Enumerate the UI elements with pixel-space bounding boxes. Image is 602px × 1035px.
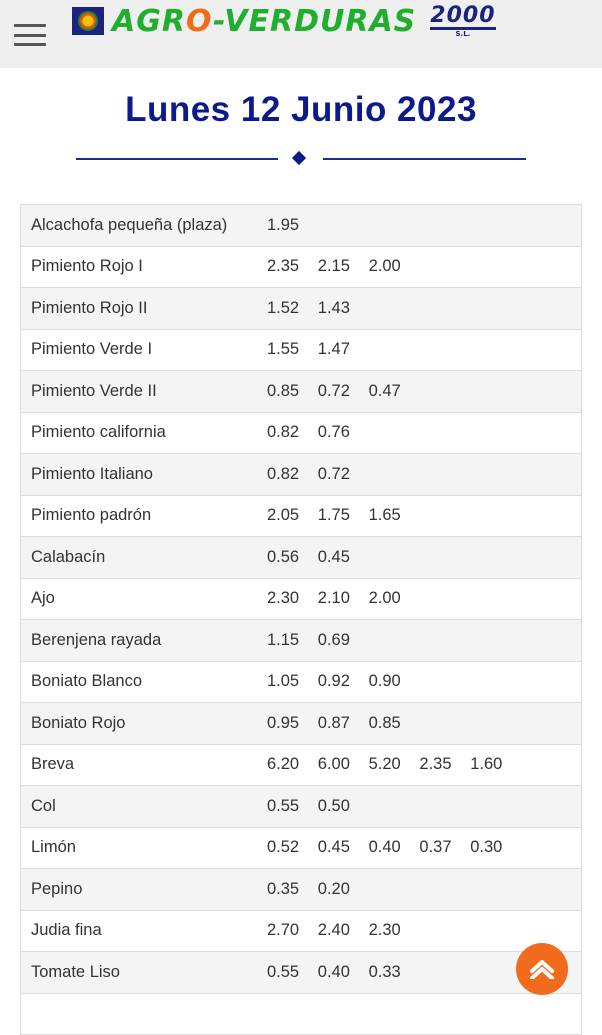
price-value: 0.37 xyxy=(419,838,470,857)
table-row xyxy=(21,288,581,330)
price-value: 0.82 xyxy=(267,423,318,442)
price-value: 1.75 xyxy=(318,506,369,525)
logo-year: 2000 S.L. xyxy=(430,5,495,38)
product-name: Pimiento Verde I xyxy=(21,340,267,359)
table-row xyxy=(21,371,581,413)
table-row xyxy=(21,703,581,745)
price-value: 5.20 xyxy=(369,755,420,774)
product-name: Pimiento california xyxy=(21,423,267,442)
table-row xyxy=(21,330,581,372)
product-name: Calabacín xyxy=(21,548,267,567)
product-name: Breva xyxy=(21,755,267,774)
price-value: 1.47 xyxy=(318,340,369,359)
price-value: 0.56 xyxy=(267,548,318,567)
product-name: Alcachofa pequeña (plaza) xyxy=(21,216,267,235)
product-name: Pimiento padrón xyxy=(21,506,267,525)
product-name: Judia fina xyxy=(21,921,267,940)
table-row xyxy=(21,952,581,994)
price-value: 6.20 xyxy=(267,755,318,774)
product-name: Pepino xyxy=(21,880,267,899)
product-name: Pimiento Verde II xyxy=(21,382,267,401)
table-row xyxy=(21,869,581,911)
price-value: 0.55 xyxy=(267,963,318,982)
price-value: 2.35 xyxy=(419,755,470,774)
price-value: 0.85 xyxy=(369,714,420,733)
price-value: 0.82 xyxy=(267,465,318,484)
price-value: 0.45 xyxy=(318,548,369,567)
table-row xyxy=(21,247,581,289)
logo-wordmark: AGRO-VERDURAS xyxy=(112,4,416,39)
price-value: 0.90 xyxy=(369,672,420,691)
table-row xyxy=(21,537,581,579)
product-name: Pimiento Rojo I xyxy=(21,257,267,276)
product-name: Pimiento Rojo II xyxy=(21,299,267,318)
price-value: 0.76 xyxy=(318,423,369,442)
price-value: 0.47 xyxy=(369,382,420,401)
table-row xyxy=(21,662,581,704)
price-value: 1.15 xyxy=(267,631,318,650)
product-name: Pimiento Italiano xyxy=(21,465,267,484)
price-value: 0.69 xyxy=(318,631,369,650)
table-row xyxy=(21,496,581,538)
price-value: 0.35 xyxy=(267,880,318,899)
price-value: 2.30 xyxy=(267,589,318,608)
chevron-up-icon xyxy=(529,959,555,979)
table-row xyxy=(21,413,581,455)
price-value: 0.30 xyxy=(470,838,521,857)
price-value: 0.95 xyxy=(267,714,318,733)
table-row xyxy=(21,786,581,828)
price-value: 0.52 xyxy=(267,838,318,857)
price-value: 2.00 xyxy=(369,589,420,608)
product-name: Boniato Rojo xyxy=(21,714,267,733)
price-value: 1.52 xyxy=(267,299,318,318)
table-row xyxy=(21,828,581,870)
price-value: 0.92 xyxy=(318,672,369,691)
price-value: 0.45 xyxy=(318,838,369,857)
price-value: 0.87 xyxy=(318,714,369,733)
product-name: Boniato Blanco xyxy=(21,672,267,691)
price-table xyxy=(20,204,582,1035)
price-value: 1.55 xyxy=(267,340,318,359)
table-row xyxy=(21,579,581,621)
price-value: 1.43 xyxy=(318,299,369,318)
hamburger-menu-icon[interactable] xyxy=(14,24,46,46)
logo-emblem-icon xyxy=(72,7,104,35)
price-value: 2.10 xyxy=(318,589,369,608)
title-divider xyxy=(76,152,526,166)
product-name: Col xyxy=(21,797,267,816)
price-value: 6.00 xyxy=(318,755,369,774)
product-name: Limón xyxy=(21,838,267,857)
diamond-icon xyxy=(292,151,306,165)
product-name: Ajo xyxy=(21,589,267,608)
price-value: 0.50 xyxy=(318,797,369,816)
price-value: 0.20 xyxy=(318,880,369,899)
table-row xyxy=(21,205,581,247)
product-name: Tomate Liso xyxy=(21,963,267,982)
price-value: 0.55 xyxy=(267,797,318,816)
table-row xyxy=(21,911,581,953)
price-value: 1.65 xyxy=(369,506,420,525)
price-value: 0.72 xyxy=(318,465,369,484)
price-value: 0.72 xyxy=(318,382,369,401)
table-row xyxy=(21,994,581,1035)
site-logo[interactable] xyxy=(72,4,496,38)
price-value: 2.70 xyxy=(267,921,318,940)
table-row xyxy=(21,620,581,662)
price-value: 0.33 xyxy=(369,963,420,982)
page-title: Lunes 12 Junio 2023 xyxy=(0,90,602,130)
price-value: 2.35 xyxy=(267,257,318,276)
price-value: 0.40 xyxy=(318,963,369,982)
price-value: 1.05 xyxy=(267,672,318,691)
product-name: Berenjena rayada xyxy=(21,631,267,650)
price-value: 2.05 xyxy=(267,506,318,525)
price-value: 1.95 xyxy=(267,216,318,235)
app-header xyxy=(0,0,602,68)
price-value: 2.30 xyxy=(369,921,420,940)
table-row xyxy=(21,454,581,496)
price-value: 2.00 xyxy=(369,257,420,276)
table-row xyxy=(21,745,581,787)
price-value: 0.40 xyxy=(369,838,420,857)
price-value: 2.40 xyxy=(318,921,369,940)
price-value: 0.85 xyxy=(267,382,318,401)
price-value: 1.60 xyxy=(470,755,521,774)
price-value: 2.15 xyxy=(318,257,369,276)
scroll-to-top-button[interactable] xyxy=(516,943,568,995)
